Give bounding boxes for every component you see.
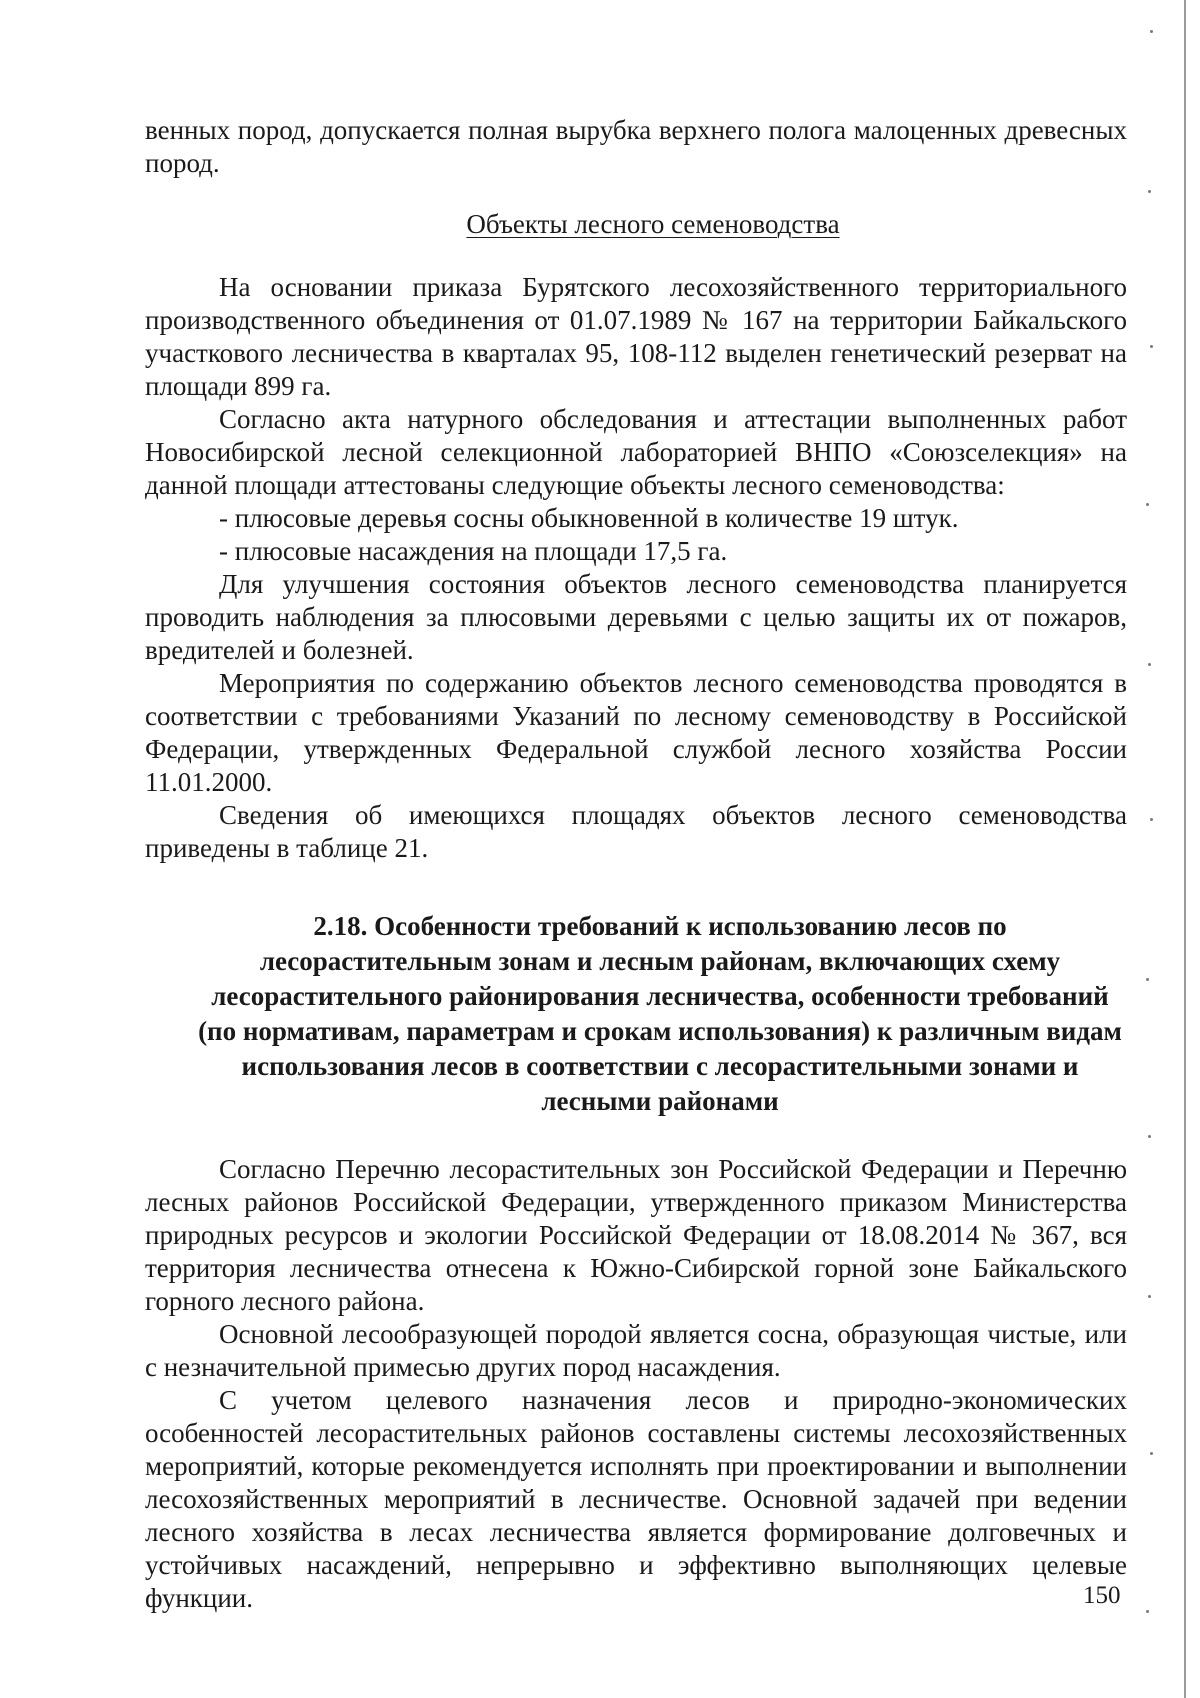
paragraph-5: Сведения об имеющихся площадях объектов лесного семеноводства приведены в таблице 21. xyxy=(145,800,1127,863)
scan-mark xyxy=(1146,978,1149,981)
paragraph-7: Основной лесообразующей породой является сосна, образующая чистые, или с незначительной примесью других пород насаждения. xyxy=(145,1319,1127,1382)
document-body xyxy=(145,114,1127,1615)
scan-mark xyxy=(1146,503,1149,506)
scan-mark xyxy=(1150,1452,1153,1455)
paragraph-1: На основании приказа Бурятского лесохозяйственного территориального производственного объединения от 01.07.1989 № 167 на территории Байкальского участкового лесничества в кварталах 95, 108-112 выделен генетический резерват на площади 899 га. xyxy=(145,272,1127,401)
paragraph-intro: венных пород, допускается полная вырубка верхнего полога малоценных древесных пород. xyxy=(145,115,1127,178)
scan-mark xyxy=(1148,1295,1151,1298)
subheading xyxy=(145,208,1127,241)
list-item: - плюсовые насаждения на площади 17,5 га. xyxy=(219,536,728,566)
scan-mark xyxy=(1146,1610,1149,1613)
scan-mark xyxy=(1148,663,1151,666)
subheading-text: Объекты лесного семеноводства xyxy=(466,209,840,239)
section-heading: 2.18. Особенности требований к использованию лесов по лесорастительным зонам и лесным районам, включающих схему лесорастительного районирования лесничества, особенности требований (по нормативам, параметрам и срокам использования) к различным видам использования лесов в соответствии с лесорастительными зонами и лесными районами xyxy=(198,911,1122,1116)
page-number: 150 xyxy=(1083,1582,1121,1609)
scan-mark xyxy=(1148,190,1151,193)
paragraph-4: Мероприятия по содержанию объектов лесного семеноводства проводятся в соответствии с требованиями Указаний по лесному семеноводству в Российской Федерации, утвержденных Федеральной службой лесного хозяйства России 11.01.2000. xyxy=(145,668,1127,797)
paragraph-2: Согласно акта натурного обследования и аттестации выполненных работ Новосибирской лесной селекционной лабораторией ВНПО «Союзселекция» на данной площади аттестованы следующие объекты лесного семеноводства: xyxy=(145,404,1127,500)
paragraph-8: С учетом целевого назначения лесов и природно-экономических особенностей лесорастительных районов составлены системы лесохозяйственных мероприятий, которые рекомендуется исполнять при проектировании и выполнении лесохозяйственных мероприятий в лесничестве. Основной задачей при ведении лесного хозяйства в лесах лесничества является формирование долговечных и устойчивых насаждений, непрерывно и эффективно выполняющих целевые функции. xyxy=(145,1385,1127,1613)
paragraph-3: Для улучшения состояния объектов лесного семеноводства планируется проводить наблюдения за плюсовыми деревьями с целью защиты их от пожаров, вредителей и болезней. xyxy=(145,569,1127,665)
paragraph-6: Согласно Перечню лесорастительных зон Российской Федерации и Перечню лесных районов Российской Федерации, утвержденного приказом Министерства природных ресурсов и экологии Российской Федерации от 18.08.2014 № 367, вся территория лесничества отнесена к Южно-Сибирской горной зоне Байкальского горного лесного района. xyxy=(145,1154,1127,1316)
scan-mark xyxy=(1148,1135,1151,1138)
scan-mark xyxy=(1150,818,1153,821)
page-edge-line xyxy=(1184,0,1186,1698)
list-item: - плюсовые деревья сосны обыкновенной в количестве 19 штук. xyxy=(219,503,959,533)
scan-mark xyxy=(1150,345,1153,348)
scan-mark xyxy=(1150,30,1153,33)
